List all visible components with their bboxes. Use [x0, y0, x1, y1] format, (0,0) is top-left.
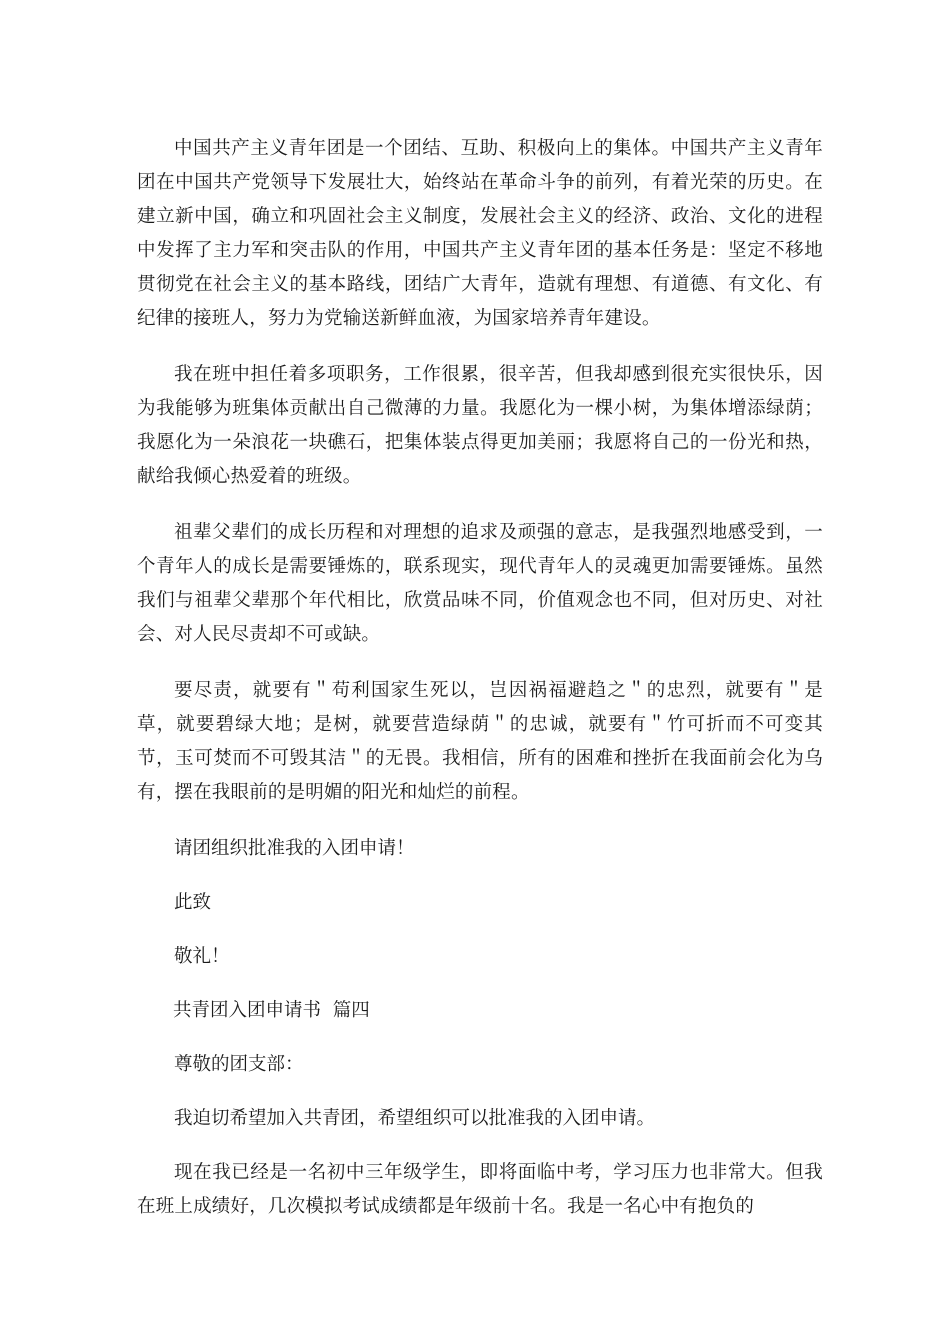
section-greeting: 尊敬的团支部： — [174, 1054, 304, 1075]
paragraph-ancestors: 祖辈父辈们的成长历程和对理想的追求及顽强的意志，是我强烈地感受到，一个青年人的成长是需要锤炼的，联系现实，现代青年人的灵魂更加需要锤炼。虽然我们与祖辈父辈那个年代相比，欣赏品味不同，价值观念也不同，但对历史、对社会、对人民尽责却不可或缺。 — [137, 522, 823, 645]
paragraph-league-intro: 中国共产主义青年团是一个团结、互助、积极向上的集体。中国共产主义青年团在中国共产党领导下发展壮大，始终站在革命斗争的前列，有着光荣的历史。在建立新中国，确立和巩固社会主义制度，发展社会主义的经济、政治、文化的进程中发挥了主力军和突击队的作用，中国共产主义青年团的基本任务是：坚定不移地贯彻党在社会主义的基本路线，团结广大青年，造就有理想、有道德、有文化、有纪律的接班人，努力为党输送新鲜血液，为国家培养青年建设。 — [137, 138, 823, 329]
section-body: 现在我已经是一名初中三年级学生，即将面临中考，学习压力也非常大。但我在班上成绩好，几次模拟考试成绩都是年级前十名。我是一名心中有抱负的 — [137, 1162, 823, 1217]
section-intro: 我迫切希望加入共青团，希望组织可以批准我的入团申请。 — [174, 1108, 656, 1129]
closing-respect: 敬礼！ — [174, 946, 230, 967]
closing-request: 请团组织批准我的入团申请！ — [174, 838, 415, 859]
paragraph-responsibility: 要尽责，就要有＂苟利国家生死以，岂因祸福避趋之＂的忠烈，就要有＂是草，就要碧绿大地；是树，就要营造绿荫＂的忠诚，就要有＂竹可折而不可变其节，玉可焚而不可毁其洁＂的无畏。我相信，所有的困难和挫折在我面前会化为乌有，摆在我眼前的是明媚的阳光和灿烂的前程。 — [137, 680, 823, 803]
closing-salutation: 此致 — [174, 892, 212, 913]
document-body — [137, 132, 823, 1246]
section-title: 共青团入团申请书 篇四 — [173, 1000, 370, 1021]
paragraph-class-duties: 我在班中担任着多项职务，工作很累，很辛苦，但我却感到很充实很快乐，因为我能够为班集体贡献出自己微薄的力量。我愿化为一棵小树，为集体增添绿荫；我愿化为一朵浪花一块礁石，把集体装点得更加美丽；我愿将自己的一份光和热，献给我倾心热爱着的班级。 — [137, 364, 823, 487]
